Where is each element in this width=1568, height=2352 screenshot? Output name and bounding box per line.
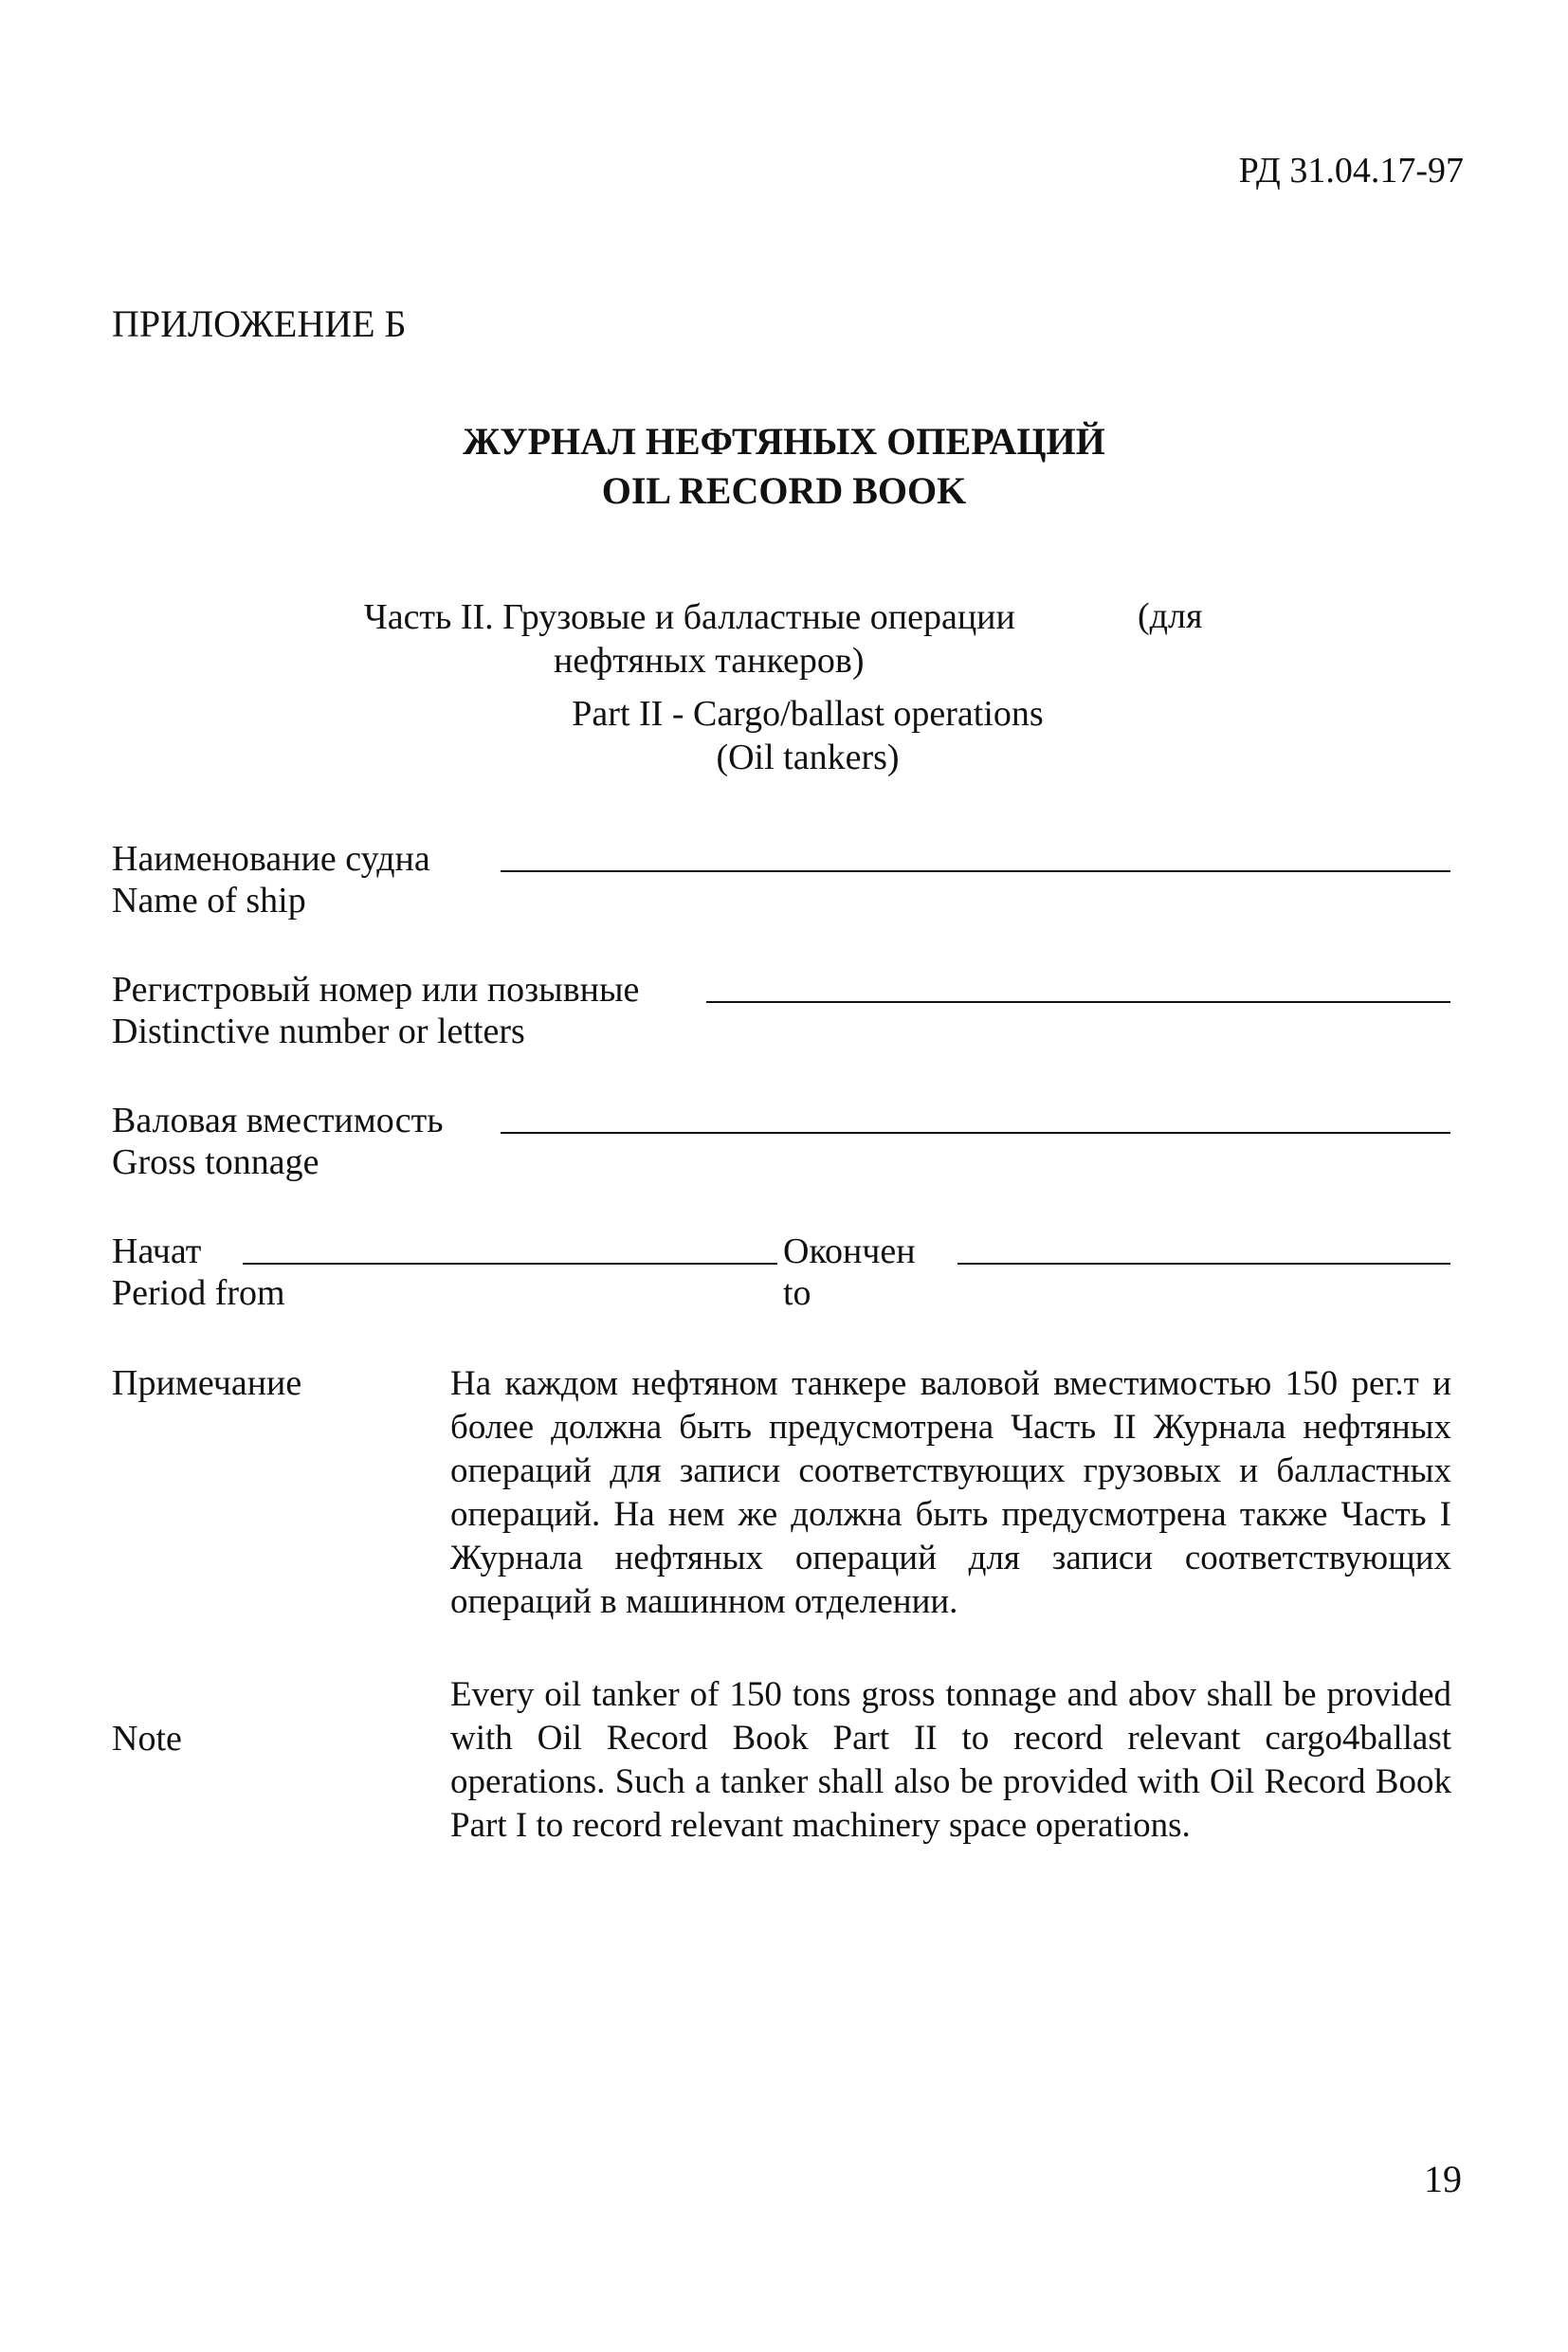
document-code: РД 31.04.17-97 [1238,151,1464,191]
ship-name-line[interactable] [501,870,1450,872]
distinctive-number-label-ru: Регистровый номер или позывные [112,970,640,1010]
note-label-russian: Примечание [112,1363,302,1403]
part-heading-english [0,692,1568,779]
part-en-line1: Part II - Cargo/ballast operations [572,694,1044,734]
title-russian: ЖУРНАЛ НЕФТЯНЫХ ОПЕРАЦИЙ [463,420,1105,463]
ship-name-label-en: Name of ship [112,881,306,921]
gross-tonnage-field [112,1100,444,1183]
period-to-line[interactable] [957,1263,1450,1265]
part-ru-line1: Часть II. Грузовые и балластные операции [364,597,1015,637]
part-heading-russian [364,595,1015,683]
period-from-label-ru: Начат [112,1231,202,1271]
note-text-russian: На каждом нефтяном танкере валовой вместимостью 150 рег.т и более должна быть предусмотрена Часть II Журнала нефтяных операций для записи соответствующих грузовых и балластных операций. На нем же должна быть предусмотрена также Часть I Журнала нефтяных операций для записи соответствующих операций в машинном отделении. [450,1364,1451,1621]
page-number: 19 [1424,2158,1462,2200]
ship-name-label-ru: Наименование судна [112,839,430,879]
part-ru-aside: (для [1138,596,1203,636]
distinctive-number-field [112,969,639,1052]
note-label-english: Note [112,1719,182,1759]
period-from-line[interactable] [243,1263,777,1265]
appendix-heading: ПРИЛОЖЕНИЕ Б [112,302,407,345]
period-to-label-ru: Окончен [783,1231,916,1271]
period-from-label-en: Period from [112,1273,285,1313]
distinctive-number-line[interactable] [706,1001,1450,1003]
title-english: OIL RECORD BOOK [601,469,967,512]
period-from-field [112,1231,285,1314]
gross-tonnage-line[interactable] [501,1132,1450,1134]
gross-tonnage-label-en: Gross tonnage [112,1142,319,1182]
distinctive-number-label-en: Distinctive number or letters [112,1012,525,1051]
period-to-field [783,1231,916,1314]
period-to-label-en: to [783,1273,811,1313]
part-en-line2: (Oil tankers) [716,738,900,777]
ship-name-field [112,838,430,921]
note-text-english: Every oil tanker of 150 tons gross tonnage and abov shall be provided with Oil Record Book Part II to record relevant cargo4ballast operations. Such a tanker shall also be provided with Oil Record Book Part I to record relevant machinery space operations. [450,1675,1451,1845]
gross-tonnage-label-ru: Валовая вместимость [112,1101,444,1140]
title-block [0,417,1568,516]
part-ru-line2: нефтяных танкеров) [554,641,865,681]
